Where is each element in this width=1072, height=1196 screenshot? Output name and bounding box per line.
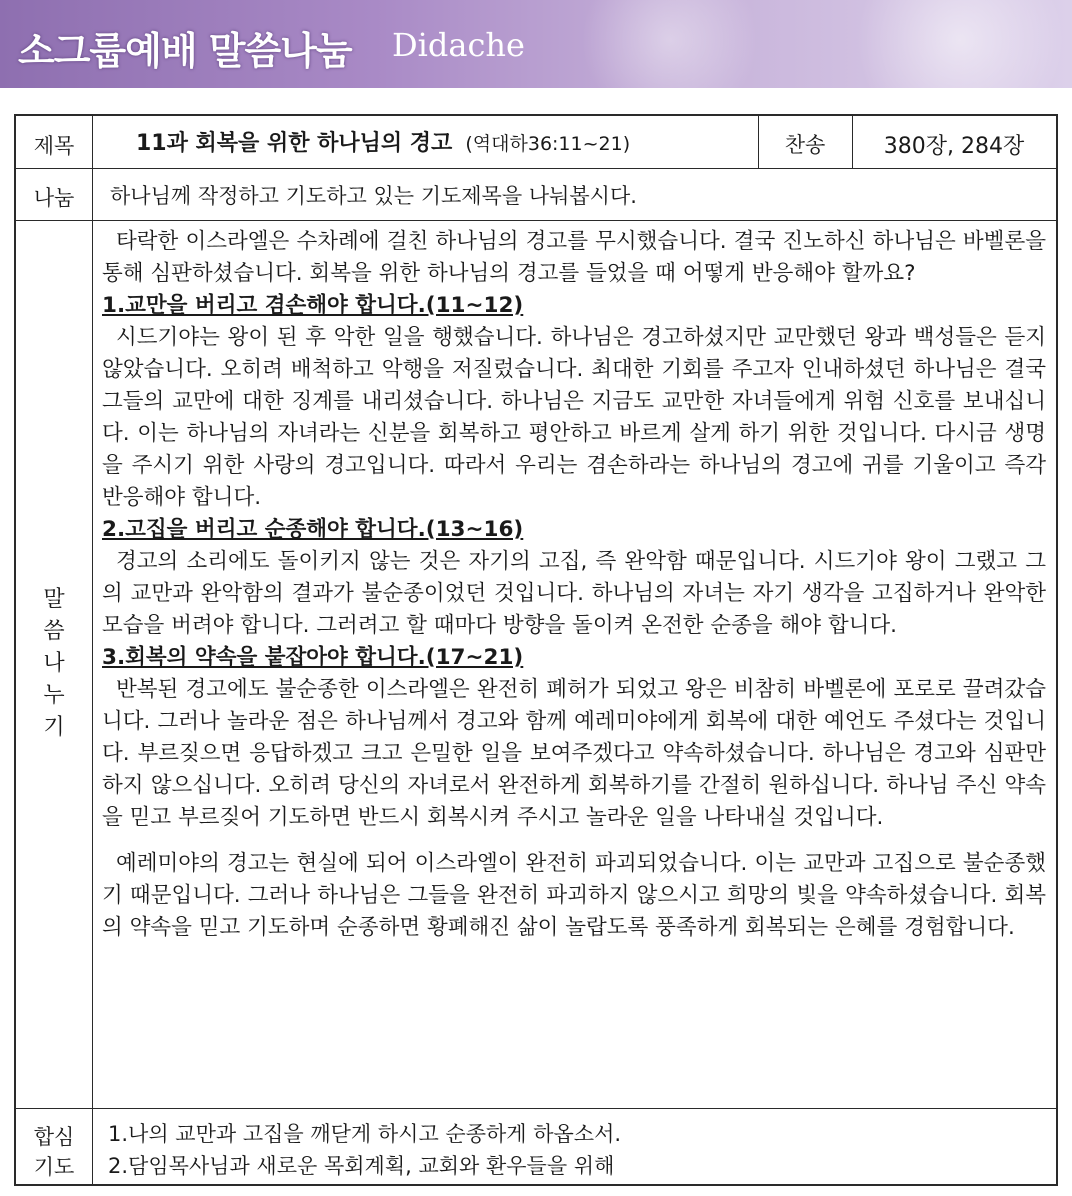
- point-body: 시드기야는 왕이 된 후 악한 일을 행했습니다. 하나님은 경고하셨지만 교만했던 왕과 백성들은 듣지 않았습니다. 오히려 배척하고 악행을 저질렀습니다. 최대한 기회를 주고자 인내하셨던 하나님은 결국 그들의 교만에 대한 징계를 내리셨습니다. 하나님은 지금도 교만한 자녀들에게 위험 신호를 보내십니다. 이는 하나님의 자녀라는 신분을 회복하고 평안하고 바르게 살게 하기 위한 것입니다. 다시금 생명을 주시기 위한 사랑의 경고입니다. 따라서 우리는 겸손하라는 하나님의 경고에 귀를 기울이고 즉각 반응해야 합니다.: [102, 325, 1046, 510]
- prayer-list: [108, 1118, 1038, 1182]
- share-prompt: 하나님께 작정하고 기도하고 있는 기도제목을 나눠봅시다.: [110, 184, 637, 208]
- lesson-title: [136, 126, 756, 157]
- banner-decoration: [830, 0, 1072, 88]
- page-title: 소그룹예배 말씀나눔: [18, 29, 352, 73]
- prayer-label: [16, 1122, 92, 1182]
- column-divider: [92, 116, 93, 1184]
- prayer-item: 1.나의 교만과 고집을 깨닫게 하시고 순종하게 하옵소서.: [108, 1122, 622, 1146]
- point-heading: 3.회복의 약속을 붙잡아야 합니다.(17~21): [102, 645, 524, 670]
- lesson-name: 11과 회복을 위한 하나님의 경고: [136, 131, 453, 156]
- point-heading: 1.교만을 버리고 겸손해야 합니다.(11~12): [102, 293, 524, 318]
- word-sharing-label: [16, 584, 92, 744]
- row-divider: [16, 168, 1056, 169]
- intro-paragraph: 타락한 이스라엘은 수차례에 걸친 하나님의 경고를 무시했습니다. 결국 진노하신 하나님은 바벨론을 통해 심판하셨습니다. 회복을 위한 하나님의 경고를 들었을 때 어떻게 반응해야 할까요?: [102, 229, 1046, 286]
- banner-decoration: [560, 0, 780, 88]
- label-char: 씀: [43, 619, 65, 644]
- conclusion-paragraph: 예레미야의 경고는 현실에 되어 이스라엘이 완전히 파괴되었습니다. 이는 교만과 고집으로 불순종했기 때문입니다. 그러나 하나님은 그들을 완전히 파괴하지 않으시고 희망의 빛을 약속하셨습니다. 회복의 약속을 믿고 기도하며 순종하면 황폐해진 삶이 놀랍도록 풍족하게 회복되는 은혜를 경험합니다.: [102, 851, 1046, 940]
- label-char: 나: [43, 651, 65, 676]
- point-heading: 2.고집을 버리고 순종해야 합니다.(13~16): [102, 517, 524, 542]
- worksheet-table: [14, 114, 1058, 1186]
- row-divider: [16, 220, 1056, 221]
- row-divider: [16, 1108, 1056, 1109]
- label-char: 누: [43, 683, 65, 708]
- hymn-numbers: 380장, 284장: [883, 134, 1025, 159]
- page-subtitle: Didache: [392, 26, 525, 64]
- label-line: 합심: [33, 1125, 75, 1149]
- label-char: 기: [43, 715, 65, 740]
- point-body: 경고의 소리에도 돌이키지 않는 것은 자기의 고집, 즉 완악함 때문입니다. 시드기야 왕이 그랬고 그의 교만과 완악함의 결과가 불순종이었던 것입니다. 하나님의 자녀는 자기 생각을 고집하거나 완악한 모습을 버려야 합니다. 그러려고 할 때마다 방향을 돌이켜 온전한 순종을 해야 합니다.: [102, 549, 1046, 638]
- label-char: 말: [43, 587, 65, 612]
- sermon-body: [102, 226, 1046, 944]
- header-banner: [0, 0, 1072, 88]
- title-label: 제목: [33, 134, 75, 158]
- scripture-reference: (역대하36:11~21): [465, 133, 631, 155]
- point-body: 반복된 경고에도 불순종한 이스라엘은 완전히 폐허가 되었고 왕은 비참히 바벨론에 포로로 끌려갔습니다. 그러나 놀라운 점은 하나님께서 경고와 함께 예레미야에게 회복에 대한 예언도 주셨다는 것입니다. 부르짖으면 응답하겠고 크고 은밀한 일을 보여주겠다고 약속하셨습니다. 하나님은 경고와 심판만 하지 않으십니다. 오히려 당신의 자녀로서 완전하게 회복하기를 간절히 원하십니다. 하나님 주신 약속을 믿고 부르짖어 기도하면 반드시 회복시켜 주시고 놀라운 일을 나타내실 것입니다.: [102, 677, 1046, 830]
- share-label: 나눔: [33, 186, 75, 210]
- hymn-label: 찬송: [784, 133, 826, 157]
- label-line: 기도: [33, 1155, 75, 1179]
- prayer-item: 2.담임목사님과 새로운 목회계획, 교회와 환우들을 위해: [108, 1154, 615, 1178]
